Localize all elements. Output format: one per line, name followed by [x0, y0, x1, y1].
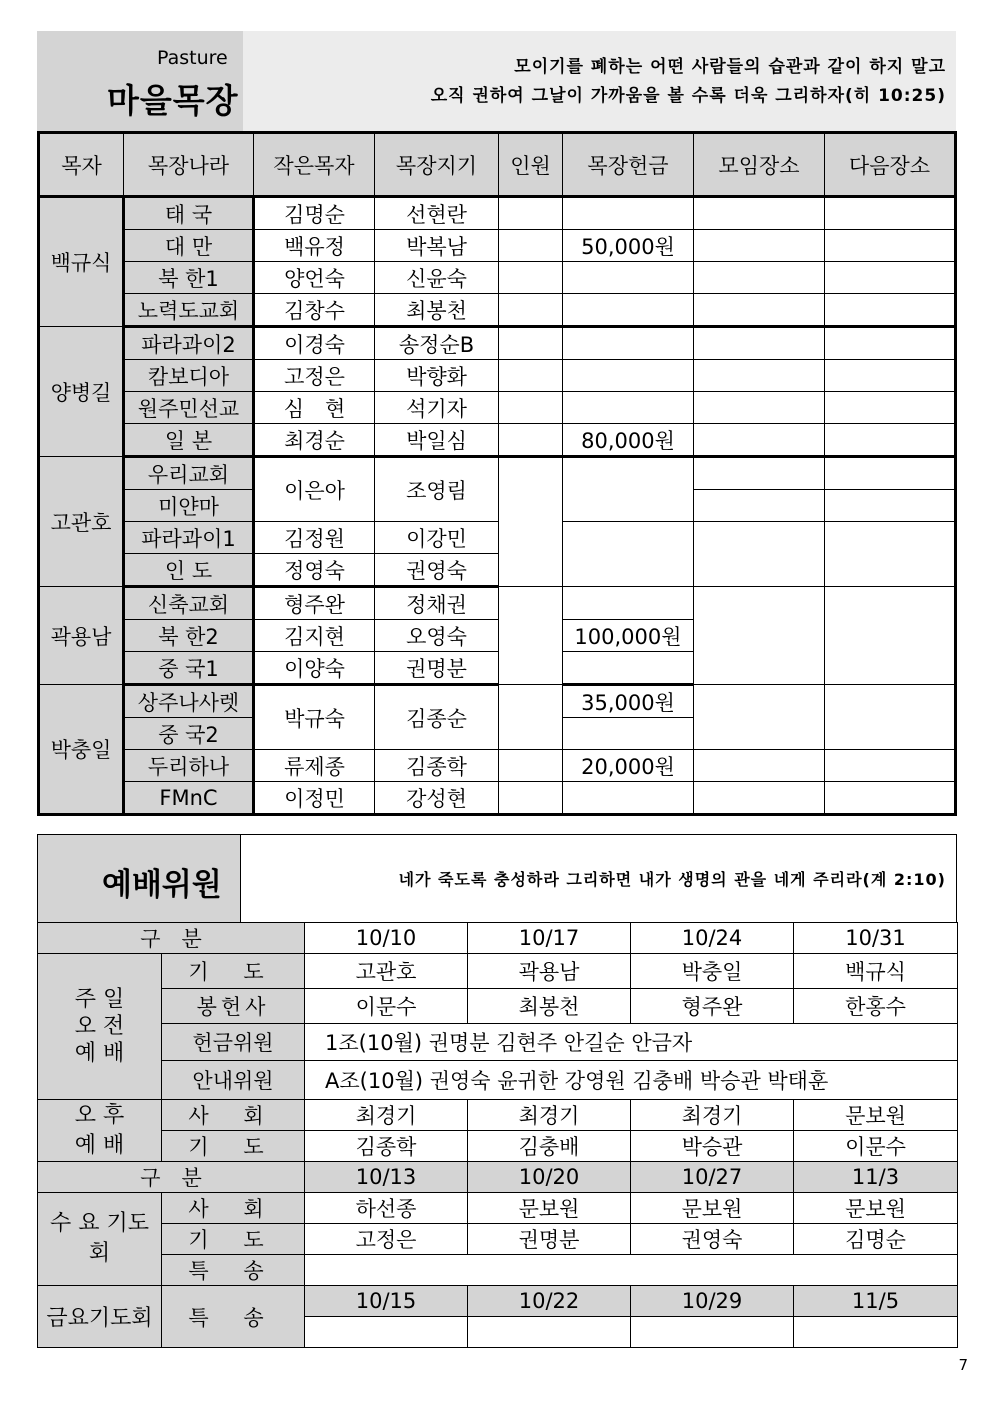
offering-cell [563, 587, 694, 620]
table-row [38, 954, 958, 989]
small-pastor-cell: 형주완 [254, 587, 375, 620]
date-cell: 11/5 [794, 1286, 958, 1317]
sunday-date-row [38, 923, 958, 954]
keeper-cell: 송정순B [375, 327, 499, 360]
next-place-cell [825, 490, 956, 522]
next-place-cell [825, 587, 956, 685]
meeting-place-cell [694, 490, 825, 522]
wed-prayer-label: 수 요 기도회 [38, 1193, 162, 1286]
table-row [38, 1024, 958, 1061]
table-row [39, 327, 956, 360]
country-cell: 노력도교회 [124, 294, 254, 327]
col-header: 작은목자 [254, 133, 375, 197]
col-header: 목자 [39, 133, 124, 197]
country-cell: 중 국2 [124, 718, 254, 750]
keeper-cell: 김종순 [375, 685, 499, 750]
leader-cell: 문보원 [631, 1193, 794, 1224]
next-place-cell [825, 522, 956, 587]
prayer-cell: 김종학 [305, 1131, 468, 1162]
small-pastor-cell: 이은아 [254, 457, 375, 522]
worship-table [37, 922, 958, 1348]
offering-person-cell: 이문수 [305, 989, 468, 1024]
country-cell: 파라과이1 [124, 522, 254, 554]
country-cell: 북 한1 [124, 262, 254, 294]
date-cell: 10/22 [468, 1286, 631, 1317]
keeper-cell: 정채권 [375, 587, 499, 620]
meeting-place-cell [694, 294, 825, 327]
offering-cell: 80,000원 [563, 424, 694, 457]
table-row [39, 392, 956, 424]
small-pastor-cell: 김정원 [254, 522, 375, 554]
offering-cell [563, 262, 694, 294]
date-cell: 11/3 [794, 1162, 958, 1193]
keeper-cell: 박향화 [375, 360, 499, 392]
leader-cell: 문보원 [468, 1193, 631, 1224]
offering-cell: 50,000원 [563, 230, 694, 262]
people-cell [499, 230, 563, 262]
pasture-verse [431, 53, 946, 111]
prayer-label: 기 도 [162, 1224, 305, 1255]
next-place-cell [825, 424, 956, 457]
offering-committee-cell: 1조(10월) 권명분 김현주 안길순 안금자 [305, 1024, 958, 1061]
table-row [39, 262, 956, 294]
leader-cell: 최경기 [631, 1100, 794, 1131]
pastor-cell: 박충일 [39, 685, 124, 815]
country-cell: FMnC [124, 782, 254, 815]
table-row [39, 685, 956, 718]
leader-cell: 하선종 [305, 1193, 468, 1224]
table-row [39, 230, 956, 262]
table-row [38, 1061, 958, 1100]
table-row [39, 360, 956, 392]
date-cell: 10/20 [468, 1162, 631, 1193]
special-song-cell [631, 1317, 794, 1348]
fri-prayer-label: 금요기도회 [38, 1286, 162, 1348]
next-place-cell [825, 294, 956, 327]
offering-cell [563, 197, 694, 230]
country-cell: 우리교회 [124, 457, 254, 490]
special-song-cell [794, 1317, 958, 1348]
worship-verse: 네가 죽도록 충성하라 그리하면 내가 생명의 관을 네게 주리라(계 2:10) [398, 870, 946, 889]
keeper-cell: 석기자 [375, 392, 499, 424]
leader-cell: 문보원 [794, 1100, 958, 1131]
table-row [39, 587, 956, 620]
next-place-cell [825, 457, 956, 490]
keeper-cell: 김종학 [375, 750, 499, 782]
prayer-cell: 김명순 [794, 1224, 958, 1255]
people-cell [499, 424, 563, 457]
keeper-cell: 신윤숙 [375, 262, 499, 294]
keeper-cell: 권영숙 [375, 554, 499, 587]
next-place-cell [825, 262, 956, 294]
leader-label: 사 회 [162, 1193, 305, 1224]
offering-label: 봉헌사 [162, 989, 305, 1024]
offering-person-cell: 형주완 [631, 989, 794, 1024]
table-row [38, 1255, 958, 1286]
people-cell [499, 782, 563, 815]
pasture-label-en: Pasture [157, 47, 228, 69]
country-cell: 캄보디아 [124, 360, 254, 392]
small-pastor-cell: 이정민 [254, 782, 375, 815]
small-pastor-cell: 심 현 [254, 392, 375, 424]
people-cell [499, 685, 563, 750]
offering-cell [563, 360, 694, 392]
leader-cell: 문보원 [794, 1193, 958, 1224]
col-header: 목장지기 [375, 133, 499, 197]
pasture-table [37, 131, 957, 816]
country-cell: 미얀마 [124, 490, 254, 522]
prayer-cell: 권영숙 [631, 1224, 794, 1255]
table-row [39, 294, 956, 327]
people-cell [499, 294, 563, 327]
country-cell: 두리하나 [124, 750, 254, 782]
col-header: 목장헌금 [563, 133, 694, 197]
people-cell [499, 392, 563, 424]
offering-cell [563, 782, 694, 815]
table-row [39, 424, 956, 457]
pasture-header-row [39, 133, 956, 197]
country-cell: 대 만 [124, 230, 254, 262]
next-place-cell [825, 327, 956, 360]
offering-committee-label: 헌금위원 [162, 1024, 305, 1061]
offering-cell [563, 522, 694, 587]
date-cell: 10/31 [794, 923, 958, 954]
prayer-label: 기 도 [162, 954, 305, 989]
country-cell: 일 본 [124, 424, 254, 457]
sunday-am-label: 주 일 오 전 예 배 [38, 954, 162, 1100]
small-pastor-cell: 고정은 [254, 360, 375, 392]
table-row [39, 457, 956, 490]
prayer-cell: 백규식 [794, 954, 958, 989]
date-cell: 10/24 [631, 923, 794, 954]
date-cell: 10/17 [468, 923, 631, 954]
table-row [38, 1193, 958, 1224]
meeting-place-cell [694, 685, 825, 750]
keeper-cell: 이강민 [375, 522, 499, 554]
prayer-cell: 권명분 [468, 1224, 631, 1255]
verse-line-2: 오직 권하여 그날이 가까움을 볼 수록 더욱 그리하자(히 10:25) [430, 86, 946, 106]
next-place-cell [825, 197, 956, 230]
meeting-place-cell [694, 392, 825, 424]
prayer-cell: 고관호 [305, 954, 468, 989]
pastor-cell: 백규식 [39, 197, 124, 327]
keeper-cell: 권명분 [375, 652, 499, 685]
next-place-cell [825, 230, 956, 262]
people-cell [499, 327, 563, 360]
verse-line-1: 모이기를 폐하는 어떤 사람들의 습관과 같이 하지 말고 [514, 57, 946, 77]
worship-header-label [38, 835, 241, 923]
people-cell [499, 587, 563, 685]
col-header: 인원 [499, 133, 563, 197]
next-place-cell [825, 392, 956, 424]
date-cell: 10/15 [305, 1286, 468, 1317]
gubun-label: 구 분 [38, 923, 305, 954]
offering-person-cell: 최봉천 [468, 989, 631, 1024]
country-cell: 원주민선교 [124, 392, 254, 424]
pasture-header [37, 31, 956, 131]
pastor-cell: 고관호 [39, 457, 124, 587]
offering-cell [563, 392, 694, 424]
prayer-cell: 고정은 [305, 1224, 468, 1255]
people-cell [499, 360, 563, 392]
pastor-cell: 양병길 [39, 327, 124, 457]
offering-cell [563, 457, 694, 522]
leader-label: 사 회 [162, 1100, 305, 1131]
keeper-cell: 최봉천 [375, 294, 499, 327]
date-cell: 10/13 [305, 1162, 468, 1193]
prayer-cell: 김충배 [468, 1131, 631, 1162]
pastor-cell: 곽용남 [39, 587, 124, 685]
people-cell [499, 197, 563, 230]
table-row [38, 989, 958, 1024]
date-cell: 10/10 [305, 923, 468, 954]
keeper-cell: 조영림 [375, 457, 499, 522]
pasture-label-ko: 마을목장 [107, 81, 239, 120]
leader-cell: 최경기 [468, 1100, 631, 1131]
next-place-cell [825, 685, 956, 750]
prayer-cell: 박승관 [631, 1131, 794, 1162]
offering-cell [563, 652, 694, 685]
country-cell: 북 한2 [124, 620, 254, 652]
usher-label: 안내위원 [162, 1061, 305, 1100]
col-header: 모임장소 [694, 133, 825, 197]
prayer-cell: 곽용남 [468, 954, 631, 989]
small-pastor-cell: 김명순 [254, 197, 375, 230]
keeper-cell: 선현란 [375, 197, 499, 230]
meeting-place-cell [694, 197, 825, 230]
small-pastor-cell: 정영숙 [254, 554, 375, 587]
leader-cell: 최경기 [305, 1100, 468, 1131]
worship-label-ko: 예배위원 [102, 867, 222, 903]
meeting-place-cell [694, 457, 825, 490]
meeting-place-cell [694, 782, 825, 815]
country-cell: 중 국1 [124, 652, 254, 685]
small-pastor-cell: 이양숙 [254, 652, 375, 685]
country-cell: 신축교회 [124, 587, 254, 620]
small-pastor-cell: 김지현 [254, 620, 375, 652]
table-row [39, 522, 956, 554]
next-place-cell [825, 360, 956, 392]
people-cell [499, 750, 563, 782]
worship-header [37, 834, 957, 923]
offering-cell: 100,000원 [563, 620, 694, 652]
offering-cell [563, 327, 694, 360]
special-song-cell [305, 1317, 468, 1348]
wed-date-row [38, 1162, 958, 1193]
date-cell: 10/27 [631, 1162, 794, 1193]
special-song-cell [468, 1317, 631, 1348]
small-pastor-cell: 박규숙 [254, 685, 375, 750]
table-row [39, 197, 956, 230]
usher-cell: A조(10월) 권영숙 윤귀한 강영원 김충배 박승관 박태훈 [305, 1061, 958, 1100]
page-number: 7 [958, 1356, 968, 1374]
keeper-cell: 박일심 [375, 424, 499, 457]
col-header: 다음장소 [825, 133, 956, 197]
meeting-place-cell [694, 522, 825, 587]
country-cell: 인 도 [124, 554, 254, 587]
meeting-place-cell [694, 424, 825, 457]
special-song-label: 특 송 [162, 1255, 305, 1286]
gubun-label: 구 분 [38, 1162, 305, 1193]
table-row [38, 1131, 958, 1162]
table-row [38, 1224, 958, 1255]
small-pastor-cell: 양언숙 [254, 262, 375, 294]
small-pastor-cell: 류제종 [254, 750, 375, 782]
offering-cell [563, 294, 694, 327]
people-cell [499, 262, 563, 294]
small-pastor-cell: 이경숙 [254, 327, 375, 360]
offering-cell [563, 718, 694, 750]
table-row [39, 750, 956, 782]
small-pastor-cell: 백유정 [254, 230, 375, 262]
meeting-place-cell [694, 360, 825, 392]
next-place-cell [825, 782, 956, 815]
offering-cell: 20,000원 [563, 750, 694, 782]
next-place-cell [825, 750, 956, 782]
meeting-place-cell [694, 750, 825, 782]
small-pastor-cell: 최경순 [254, 424, 375, 457]
col-header: 목장나라 [124, 133, 254, 197]
meeting-place-cell [694, 327, 825, 360]
keeper-cell: 박복남 [375, 230, 499, 262]
sunday-pm-label: 오 후 예 배 [38, 1100, 162, 1162]
prayer-cell: 박충일 [631, 954, 794, 989]
special-song-cell [305, 1255, 958, 1286]
table-row [38, 1100, 958, 1131]
prayer-cell: 이문수 [794, 1131, 958, 1162]
people-cell [499, 457, 563, 587]
prayer-label: 기 도 [162, 1131, 305, 1162]
small-pastor-cell: 김창수 [254, 294, 375, 327]
meeting-place-cell [694, 230, 825, 262]
special-song-label: 특 송 [162, 1286, 305, 1348]
country-cell: 상주나사렛 [124, 685, 254, 718]
meeting-place-cell [694, 262, 825, 294]
offering-person-cell: 한홍수 [794, 989, 958, 1024]
country-cell: 태 국 [124, 197, 254, 230]
keeper-cell: 강성현 [375, 782, 499, 815]
table-row [39, 782, 956, 815]
meeting-place-cell [694, 587, 825, 685]
keeper-cell: 오영숙 [375, 620, 499, 652]
country-cell: 파라과이2 [124, 327, 254, 360]
date-cell: 10/29 [631, 1286, 794, 1317]
pasture-header-label [37, 31, 243, 131]
offering-cell: 35,000원 [563, 685, 694, 718]
fri-date-row [38, 1286, 958, 1317]
